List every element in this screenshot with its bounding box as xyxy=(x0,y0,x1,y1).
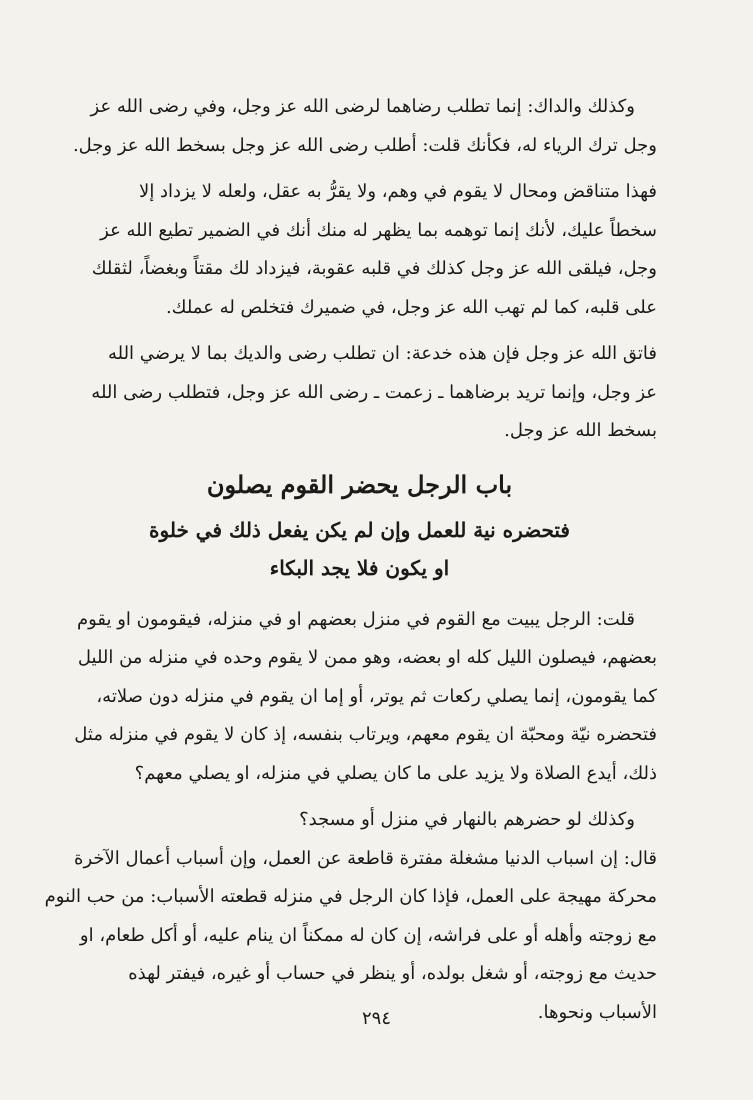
text-line: قلت: الرجل يبيت مع القوم في منزل بعضهم او في منزله، فيقومون او يقوم xyxy=(76,608,635,630)
text-line: محركة مهيجة على العمل، فإذا كان الرجل في منزله قطعته الأسباب: من حب النوم xyxy=(44,886,657,907)
text-line: وكذلك لو حضرهم بالنهار في منزل أو مسجد؟ xyxy=(299,809,635,830)
text-line: الأسباب ونحوها. xyxy=(537,1001,657,1023)
text-line: ذلك، أيدع الصلاة ولا يزيد على ما كان يصلي في منزله، او يصلي معهم؟ xyxy=(134,762,657,784)
text-line: سخطاً عليك، لأنك إنما توهمه بما يظهر له منك أنك في الضمير تطيع الله عز xyxy=(100,219,657,241)
chapter-title: باب الرجل يحضر القوم يصلون xyxy=(206,469,513,499)
page-number: ٢٩٤ xyxy=(361,1008,391,1029)
text-line: عز وجل، وإنما تريد برضاهما ـ زعمت ـ رضى الله عز وجل، فتطلب رضى الله xyxy=(91,381,657,403)
text-line: حديث مع زوجته، أو شغل بولده، أو ينظر في حساب أو غيره، فيفتر لهذه xyxy=(128,963,657,984)
chapter-subtitle-line: فتحضره نية للعمل وإن لم يكن يفعل ذلك في خلوة xyxy=(149,517,570,542)
chapter-subtitle-line: او يكون فلا يجد البكاء xyxy=(269,555,450,580)
text-line: كما يقومون، إنما يصلي ركعات ثم يوتر، أو إما ان يقوم في منزله دون صلاته، xyxy=(96,685,657,707)
text-line: وجل، فيلقى الله عز وجل كذلك في قلبه عقوبة، فيزداد لك مقتاً وبغضاً، لثقلك xyxy=(91,258,657,279)
text-line: على قلبه، كما لم تهب الله عز وجل، في ضميرك فتخلص له عملك. xyxy=(165,296,657,318)
paragraph-deception xyxy=(62,335,657,451)
text-line: وكذلك والداك: إنما تطلب رضاهما لرضى الله عز وجل، وفي رضى الله عز xyxy=(90,96,635,117)
text-line: وجل ترك الرياء له، فكأنك قلت: أطلب رضى الله عز وجل بسخط الله عز وجل. xyxy=(72,134,657,156)
paragraph-contradiction xyxy=(62,173,657,327)
text-line: قال: إن اسباب الدنيا مشغلة مفترة قاطعة عن العمل، وإن أسباب أعمال الآخرة xyxy=(74,847,657,869)
text-line: مع زوجته وأهله أو على فراشه، إن كان له ممكناً ان ينام عليه، أو أكل طعام، او xyxy=(79,924,657,946)
paragraph-parents xyxy=(62,88,657,165)
text-line: فتحضره نيّة ومحبّة ان يقوم معهم، ويرتاب بنفسه، إذ كان لا يقوم في منزله مثل xyxy=(74,724,657,745)
text-line: بعضهم، فيصلون الليل كله او بعضه، وهو ممن لا يقوم وحده في منزله من الليل xyxy=(77,647,657,668)
text-line: فهذا متناقض ومحال لا يقوم في وهم، ولا يقرُّ به عقل، ولعله لا يزداد إلا xyxy=(139,181,657,202)
paragraph-daytime-question xyxy=(62,801,657,840)
text-line: بسخط الله عز وجل. xyxy=(504,420,657,441)
chapter-subtitle xyxy=(62,511,657,587)
text-line: فاتق الله عز وجل فإن هذه خدعة: ان تطلب رضى والديك بما لا يرضي الله xyxy=(107,343,657,364)
paragraph-answer xyxy=(44,840,657,1033)
paragraph-question xyxy=(62,601,657,794)
